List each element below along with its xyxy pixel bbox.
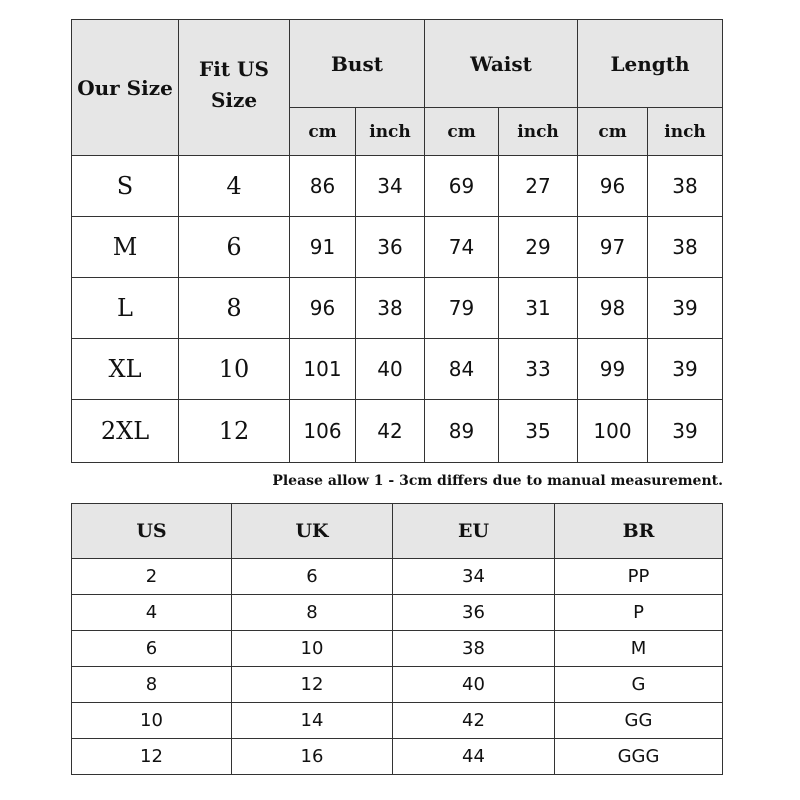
cell-waist-inch: 31 — [499, 278, 578, 339]
cell-fit-us: 10 — [179, 339, 290, 400]
table-row — [72, 595, 723, 631]
cell-waist-cm: 79 — [425, 278, 499, 339]
cell-length-inch: 38 — [648, 217, 723, 278]
cell-waist-inch: 29 — [499, 217, 578, 278]
table-row — [72, 667, 723, 703]
cell-length-inch: 39 — [648, 339, 723, 400]
header-our-size: Our Size — [72, 20, 179, 156]
cell-bust-inch: 34 — [356, 156, 425, 217]
cell-eu: 36 — [393, 595, 555, 631]
header-bust-cm: cm — [290, 108, 356, 156]
cell-eu: 38 — [393, 631, 555, 667]
cell-br: PP — [555, 559, 723, 595]
size-conversion-table — [71, 503, 723, 775]
cell-bust-cm: 86 — [290, 156, 356, 217]
cell-waist-cm: 69 — [425, 156, 499, 217]
cell-size: L — [72, 278, 179, 339]
cell-us: 10 — [72, 703, 232, 739]
header-bust-inch: inch — [356, 108, 425, 156]
table-row — [72, 703, 723, 739]
cell-waist-cm: 74 — [425, 217, 499, 278]
cell-br: GGG — [555, 739, 723, 775]
cell-bust-cm: 101 — [290, 339, 356, 400]
cell-fit-us: 4 — [179, 156, 290, 217]
cell-length-cm: 100 — [578, 400, 648, 463]
cell-uk: 8 — [232, 595, 393, 631]
table-row — [72, 278, 723, 339]
cell-bust-cm: 106 — [290, 400, 356, 463]
table-row — [72, 559, 723, 595]
header-length: Length — [578, 20, 723, 108]
header-bust: Bust — [290, 20, 425, 108]
table-row — [72, 631, 723, 667]
table-row — [72, 217, 723, 278]
header-br: BR — [555, 504, 723, 559]
cell-length-inch: 39 — [648, 400, 723, 463]
cell-fit-us: 8 — [179, 278, 290, 339]
cell-uk: 14 — [232, 703, 393, 739]
cell-length-cm: 99 — [578, 339, 648, 400]
size-chart-table — [71, 19, 723, 463]
cell-us: 8 — [72, 667, 232, 703]
cell-length-inch: 38 — [648, 156, 723, 217]
header-uk: UK — [232, 504, 393, 559]
cell-br: M — [555, 631, 723, 667]
cell-uk: 16 — [232, 739, 393, 775]
cell-length-cm: 96 — [578, 156, 648, 217]
header-waist-cm: cm — [425, 108, 499, 156]
header-waist: Waist — [425, 20, 578, 108]
header-eu: EU — [393, 504, 555, 559]
cell-us: 6 — [72, 631, 232, 667]
table-row — [72, 739, 723, 775]
cell-uk: 12 — [232, 667, 393, 703]
cell-bust-inch: 36 — [356, 217, 425, 278]
cell-length-cm: 98 — [578, 278, 648, 339]
cell-bust-inch: 42 — [356, 400, 425, 463]
cell-us: 2 — [72, 559, 232, 595]
cell-eu: 42 — [393, 703, 555, 739]
table-row — [72, 156, 723, 217]
cell-eu: 44 — [393, 739, 555, 775]
header-length-cm: cm — [578, 108, 648, 156]
header-us: US — [72, 504, 232, 559]
cell-bust-inch: 38 — [356, 278, 425, 339]
table-row — [72, 339, 723, 400]
cell-waist-cm: 89 — [425, 400, 499, 463]
cell-bust-cm: 91 — [290, 217, 356, 278]
cell-br: G — [555, 667, 723, 703]
cell-length-cm: 97 — [578, 217, 648, 278]
cell-us: 4 — [72, 595, 232, 631]
cell-uk: 6 — [232, 559, 393, 595]
measurement-note: Please allow 1 - 3cm differs due to manual measurement. — [272, 473, 723, 489]
cell-bust-inch: 40 — [356, 339, 425, 400]
header-fit-us-line2: Size — [210, 87, 258, 112]
cell-fit-us: 12 — [179, 400, 290, 463]
cell-waist-cm: 84 — [425, 339, 499, 400]
cell-br: GG — [555, 703, 723, 739]
cell-size: S — [72, 156, 179, 217]
header-fit-us-line1: Fit US — [199, 56, 269, 81]
cell-us: 12 — [72, 739, 232, 775]
cell-waist-inch: 35 — [499, 400, 578, 463]
cell-length-inch: 39 — [648, 278, 723, 339]
cell-br: P — [555, 595, 723, 631]
cell-bust-cm: 96 — [290, 278, 356, 339]
cell-uk: 10 — [232, 631, 393, 667]
header-length-inch: inch — [648, 108, 723, 156]
header-fit-us-size — [179, 20, 290, 156]
cell-fit-us: 6 — [179, 217, 290, 278]
table-row — [72, 400, 723, 463]
cell-eu: 34 — [393, 559, 555, 595]
cell-waist-inch: 27 — [499, 156, 578, 217]
cell-waist-inch: 33 — [499, 339, 578, 400]
cell-size: M — [72, 217, 179, 278]
header-waist-inch: inch — [499, 108, 578, 156]
cell-eu: 40 — [393, 667, 555, 703]
cell-size: 2XL — [72, 400, 179, 463]
cell-size: XL — [72, 339, 179, 400]
